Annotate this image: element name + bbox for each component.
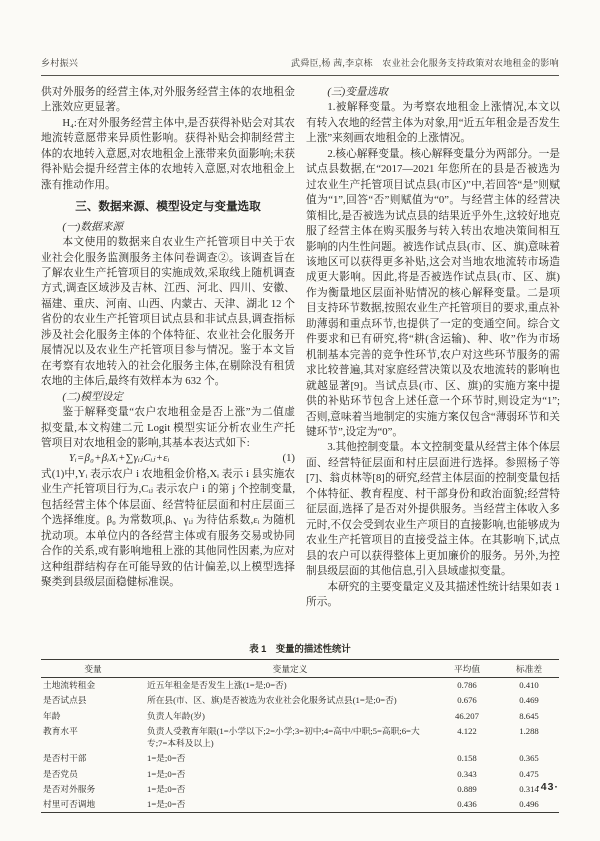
cell-definition: 近五年租金是否发生上涨(1=是;0=否) <box>147 680 287 691</box>
cell-mean: 0.436 <box>457 799 477 810</box>
cell-mean: 0.676 <box>457 695 477 706</box>
paragraph-dependent-variable: 1.被解释变量。为考察农地租金上涨情况,本文以有转入农地的经营主体为对象,用“近五年租金是否发生上涨”来刻画农地租金的上涨情况。 <box>306 101 560 145</box>
cell-definition: 1=是;0=否 <box>147 799 186 810</box>
cell-mean: 0.889 <box>457 783 477 794</box>
left-column <box>41 85 295 591</box>
subsection-variables: (三)变量选取 <box>327 86 388 98</box>
paragraph-control-variables: 3.其他控制变量。本文控制变量从经营主体个体层面、经营特征层面和村庄层面进行选择。参照杨子等[7]、翁贞林等[8]的研究,经营主体层面的控制变量包括个体特征、教育程度、村干部身份和政治面貌;经营特征层面,选择了是否对外提供服务。当经营主体收入多元时,不仅会受到农业生产项目的直接影响,也能够成为农业生产托管项目的直接受益主体。在其影响下,试点县的农户可以获得整体上更加廉价的服务。另外,为控制县级层面的其他信息,引入县域虚拟变量。 <box>306 441 560 578</box>
section-heading: 三、数据来源、模型设定与变量选取 <box>75 200 261 214</box>
column-header-variable: 变量 <box>41 660 145 678</box>
cell-definition: 1=是;0=否 <box>147 783 186 794</box>
cell-mean: 0.158 <box>457 753 477 764</box>
cell-mean: 0.786 <box>457 680 477 691</box>
equation-1-number: (1) <box>282 452 295 465</box>
cell-mean: 0.343 <box>457 768 477 779</box>
column-header-sd: 标准差 <box>499 660 559 678</box>
paragraph-table-reference: 本研究的主要变量定义及其描述性统计结果如表 1 所示。 <box>306 580 560 608</box>
cell-mean: 46.207 <box>455 710 479 721</box>
subsection-data-source: (一)数据来源 <box>62 220 123 233</box>
table-row <box>41 723 559 750</box>
page-number: ·43· <box>536 781 559 793</box>
cell-sd: 1.288 <box>519 726 539 737</box>
table-header-row <box>41 660 559 678</box>
cell-definition: 负责人年龄(岁) <box>147 710 205 721</box>
cell-variable: 年龄 <box>43 710 61 721</box>
column-header-definition: 变量定义 <box>145 660 435 678</box>
cell-definition: 负责人受教育年限(1=小学以下;2=小学;3=初中;4=高中/中职;5=高职;6=大专;7=本科及以上) <box>147 726 420 749</box>
table-row <box>41 751 559 766</box>
cell-definition: 1=是;0=否 <box>147 753 186 764</box>
table-row <box>41 766 559 781</box>
cell-variable: 村里可否调地 <box>43 799 96 810</box>
equation-1-expression: Yᵢ=β₀+βᵢXᵢ+∑γᵢⱼCᵢⱼ+εᵢ <box>68 452 170 465</box>
paragraph-data-source: 本文使用的数据来自农业生产托管项目中关于农业社会化服务监测服务主体问卷调查②。该调查旨在了解农业生产托管项目的实施成效,采取线上随机调查方式,调查区域涉及吉林、江西、河北、四川、安徽、福建、重庆、河南、山西、内蒙古、天津、湖北 12 个省份的农业生产托管项目试点县和非试点县,调查指标涉及社会化服务主体的个体特征、农业社会化服务开展情况以及农业生产托管项目参与情况。鉴于本文旨在考察有农地转入的社会化服务主体,在剔除没有租赁农地的主体后,最终有效样本为 632 个。 <box>41 236 295 388</box>
paragraph-model-explain: 式(1)中,Yᵢ 表示农户 i 农地租金价格,Xᵢ 表示 i 县实施农业生产托管项目行为,Cᵢⱼ 表示农户 i 的第 j 个控制变量,包括经营主体个体层面、经营特征层面和村庄层面三个选择维度。β₀ 为常数项,βᵢ、γᵢⱼ 为待估系数,εᵢ 为随机扰动项。本单位内的各经营主体或有服务交易或协同合作的关系,或有影响地租上涨的其他同性因素,为应对这种组群结构存在可能导致的估计偏差,以上模型选择聚类到县级层面稳健标准误。 <box>41 467 295 589</box>
paragraph-core-variable: 2.核心解释变量。核心解释变量分为两部分。一是试点县数据,在“2017—2021 年您所在的县是否被选为过农业生产托管项目试点县(市区)”中,若回答“是”则赋值为“1”,回答“否”则赋值为“0”。与经营主体的经营决策相比,是否被选为试点县的结果近乎外生,这较好地克服了经营主体在购买服务与转入转出农地决策间相互影响的内生性问题。被选作试点县(市、区、旗)意味着该地区可以获得更多补贴,这会对当地农地流转市场造成更大影响。因此,将是否被选作试点县(市、区、旗)作为衡量地区层面补贴情况的核心解释变量。二是项目支持环节数据,按照农业生产托管项目的要求,重点补助薄弱和重点环节,也提供了一定的变通空间。综合文件要求和已有研究,将“耕(含运输)、种、收”作为市场机制基本完善的竞争性环节,农户对这些环节服务的需求比较普遍,其对家庭经营决策以及农地流转的影响也就越显著[9]。当试点县(市、区、旗)的实施方案中提供的补贴环节包含上述任意一个环节时,则设定为“1”;否则,意味着当地制定的实施方案仅包含“薄弱环节和关键环节”,设定为“0”。 <box>306 147 560 438</box>
journal-section-label: 乡村振兴 <box>41 58 79 68</box>
table-row <box>41 797 559 813</box>
cell-definition: 1=是;0=否 <box>147 768 186 779</box>
cell-sd: 0.365 <box>519 753 539 764</box>
right-column <box>306 85 560 610</box>
cell-variable: 是否村干部 <box>43 753 87 764</box>
cell-variable: 土地流转租金 <box>43 680 96 691</box>
cell-variable: 是否对外服务 <box>43 783 96 794</box>
running-title: 武舜臣,杨 茜,李京栋 农业社会化服务支持政策对农地租金的影响 <box>290 58 559 68</box>
running-head <box>41 56 559 69</box>
cell-sd: 0.469 <box>519 695 539 706</box>
cell-mean: 4.122 <box>457 726 477 737</box>
table-row <box>41 693 559 708</box>
cell-sd: 0.496 <box>519 799 539 810</box>
cell-variable: 是否党员 <box>43 768 78 779</box>
cell-sd: 8.645 <box>519 710 539 721</box>
paragraph-model-intro: 鉴于解释变量“农户农地租金是否上涨”为二值虚拟变量,本文构建二元 Logit 模型实证分析农业生产托管项目对农地租金的影响,其基本表达式如下: <box>41 406 295 449</box>
cell-definition: 所在县(市、区、旗)是否被选为农业社会化服务试点县(1=是;0=否) <box>147 695 397 706</box>
paragraph-carryover: 供对外服务的经营主体,对外服务经营主体的农地租金上涨效应更显著。 <box>41 86 295 114</box>
cell-sd: 0.410 <box>519 680 539 691</box>
column-header-mean: 平均值 <box>435 660 499 678</box>
cell-sd: 0.314 <box>519 783 539 794</box>
header-rule <box>41 75 559 76</box>
table-row <box>41 677 559 693</box>
cell-variable: 教育水平 <box>43 726 78 737</box>
table-row <box>41 708 559 723</box>
equation-1 <box>41 451 295 466</box>
paragraph-hypothesis-4: H₄:在对外服务经营主体中,是否获得补贴会对其农地流转意愿带来异质性影响。获得补贴会抑制经营主体的农地转入意愿,对农地租金上涨带来负面影响;未获得补贴会提升经营主体的农地转入意愿,对农地租金上涨有推动作用。 <box>41 116 295 191</box>
table-1-title: 表 1 变量的描述性统计 <box>249 643 351 654</box>
cell-sd: 0.475 <box>519 768 539 779</box>
cell-variable: 是否试点县 <box>43 695 87 706</box>
subsection-model: (二)模型设定 <box>62 390 123 403</box>
